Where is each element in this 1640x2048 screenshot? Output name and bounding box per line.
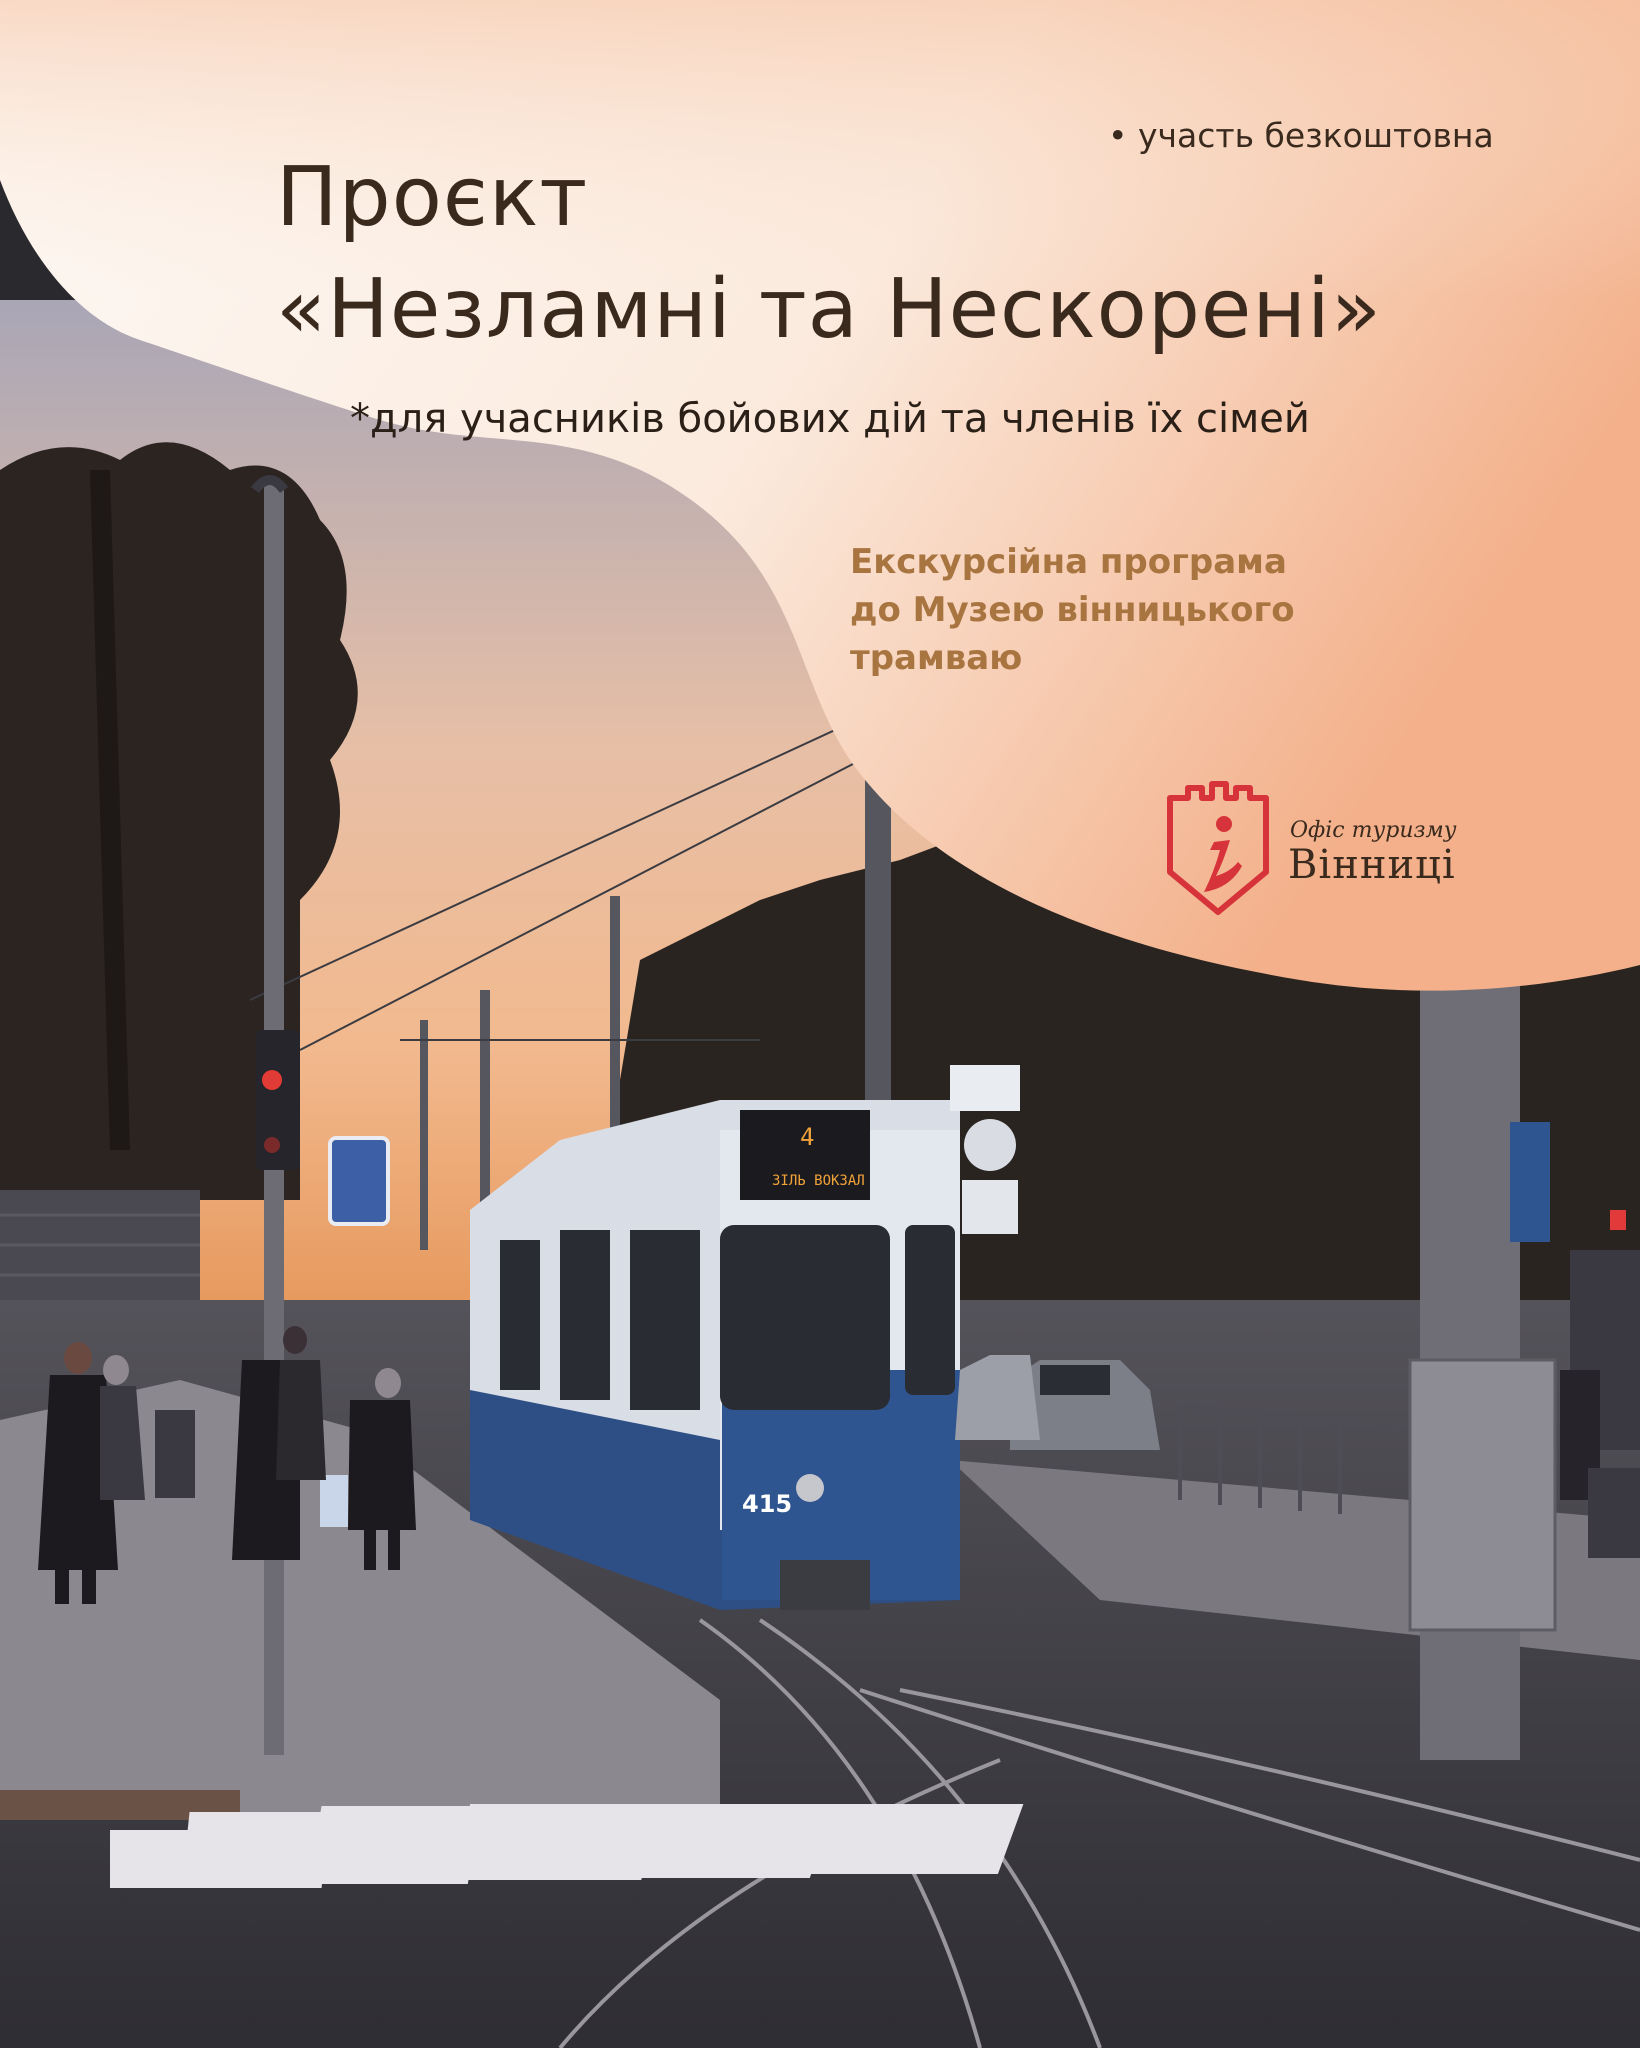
project-title-line1: Проєкт bbox=[276, 150, 589, 245]
logo-text-city: Вінниці bbox=[1288, 842, 1456, 888]
tram-stop-sign bbox=[330, 1138, 388, 1224]
program-line1: Екскурсійна програма bbox=[850, 542, 1287, 582]
tram-fleet-number: 415 bbox=[742, 1490, 793, 1518]
project-title bbox=[276, 142, 1382, 366]
project-title-line2: «Незламні та Нескорені» bbox=[276, 262, 1382, 357]
tourism-office-logo bbox=[1164, 780, 1504, 920]
tram-destination-display: ЗІЛЬ ВОКЗАЛ bbox=[772, 1173, 865, 1189]
program-description bbox=[850, 538, 1295, 682]
tram-route-number: 4 bbox=[800, 1123, 815, 1151]
audience-note: *для учасників бойових дій та членів їх сімей bbox=[350, 396, 1310, 442]
electrical-cabinet bbox=[1410, 1360, 1555, 1630]
parked-cars bbox=[955, 1355, 1160, 1450]
logo-text-small: Офіс туризму bbox=[1290, 818, 1457, 843]
program-line3: трамваю bbox=[850, 638, 1023, 678]
tourism-office-shield-icon bbox=[1164, 780, 1272, 916]
tram bbox=[470, 1100, 960, 1610]
program-line2: до Музею вінницького bbox=[850, 590, 1295, 630]
free-participation-note: • участь безкоштовна bbox=[1108, 116, 1494, 155]
